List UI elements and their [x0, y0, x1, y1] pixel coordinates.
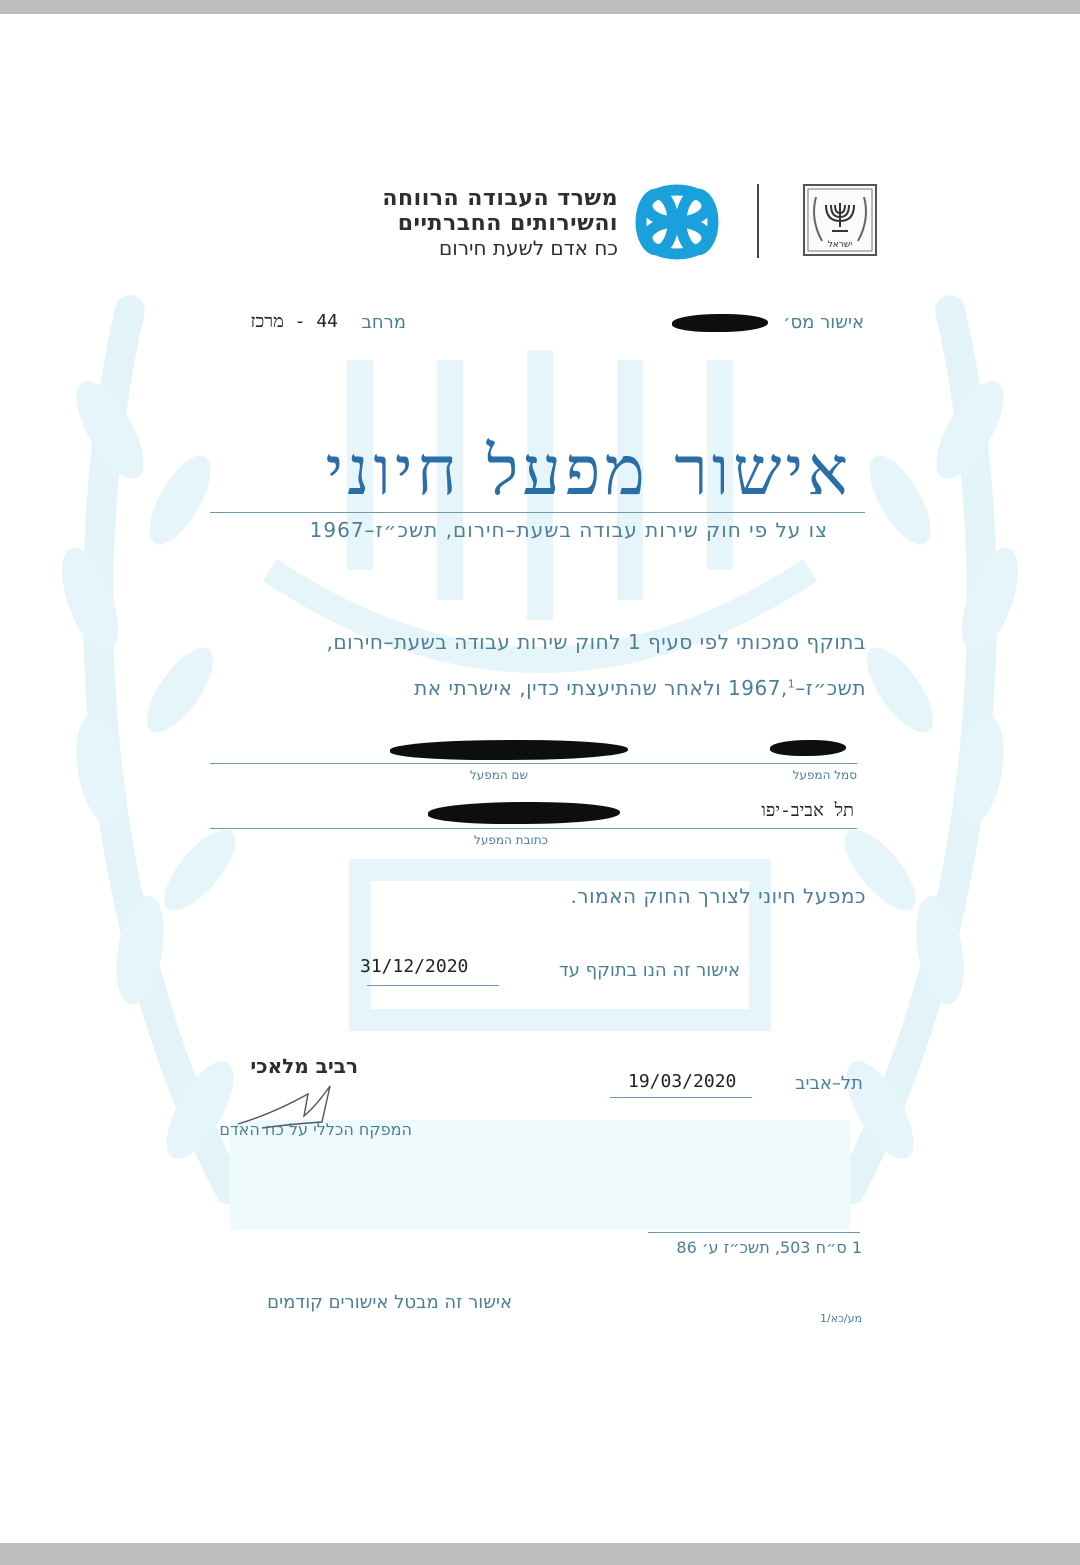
- header-divider: [757, 184, 759, 258]
- bottom-border: [0, 1543, 1080, 1565]
- footnote-line: [648, 1232, 860, 1233]
- signer-title: המפקח הכללי על כח האדם: [219, 1120, 412, 1139]
- factory-symbol-redaction: [770, 740, 846, 756]
- ministry-line-3: כח אדם לשעת חירום: [438, 236, 618, 260]
- validity-date: 31/12/2020: [360, 956, 469, 977]
- factory-row-line: [210, 763, 857, 764]
- factory-symbol-label: סמל המפעל: [792, 768, 857, 782]
- signing-date-line: [610, 1097, 752, 1098]
- body-line-2-end: ולאחר שהתיעצתי כדין, אישרתי את: [414, 676, 729, 700]
- region-value: 44 - מרכז: [250, 311, 338, 332]
- law-year: תשכ״ז–1967,: [728, 676, 866, 700]
- emblem-text: ישראל: [827, 240, 853, 250]
- approval-number-redaction: [672, 314, 768, 332]
- signing-date: 19/03/2020: [628, 1071, 737, 1092]
- form-code: מע/כא/1: [820, 1312, 862, 1325]
- footnote-mark: 1: [787, 677, 796, 691]
- top-border: [0, 0, 1080, 14]
- document-subtitle: צו על פי חוק שירות עבודה בשעת–חירום, תשכ״ז–1967: [309, 518, 828, 542]
- ministry-line-1: משרד העבודה הרווחה: [382, 186, 618, 211]
- title-underline: [210, 512, 865, 513]
- address-row-line: [210, 828, 857, 829]
- validity-date-line: [367, 985, 499, 986]
- essential-factory-text: כמפעל חיוני לצורך החוק האמור.: [570, 884, 866, 908]
- signer-name: רביב מלאכי: [250, 1054, 358, 1078]
- body-line-2: [414, 676, 866, 700]
- ministry-line-2: והשירותים החברתיים: [397, 211, 618, 236]
- footnote-text: 1 ס״ח 503, תשכ״ז ע׳ 86: [676, 1238, 862, 1257]
- validity-label: אישור זה הנו בתוקף עד: [558, 960, 740, 981]
- ministry-name: [382, 186, 618, 260]
- document-title: אישור מפעל חיוני: [325, 432, 852, 511]
- approval-number-label: אישור מס׳: [783, 312, 864, 333]
- cancel-note: אישור זה מבטל אישורים קודמים: [267, 1292, 512, 1313]
- state-emblem-icon: [802, 183, 878, 257]
- body-line-1: בתוקף סמכותי לפי סעיף 1 לחוק שירות עבודה בשעת–חירום,: [326, 630, 866, 654]
- factory-city: תל אביב-יפו: [761, 800, 854, 821]
- signing-place: תל–אביב: [795, 1073, 863, 1094]
- region-label: מרחב: [361, 312, 406, 333]
- factory-address-redaction: [428, 802, 620, 824]
- factory-address-label: כתובת המפעל: [474, 833, 548, 847]
- factory-name-label: שם המפעל: [469, 768, 528, 782]
- ministry-logo-icon: [632, 184, 722, 260]
- factory-name-redaction: [390, 740, 628, 760]
- emblem-watermark: [30, 270, 1050, 1270]
